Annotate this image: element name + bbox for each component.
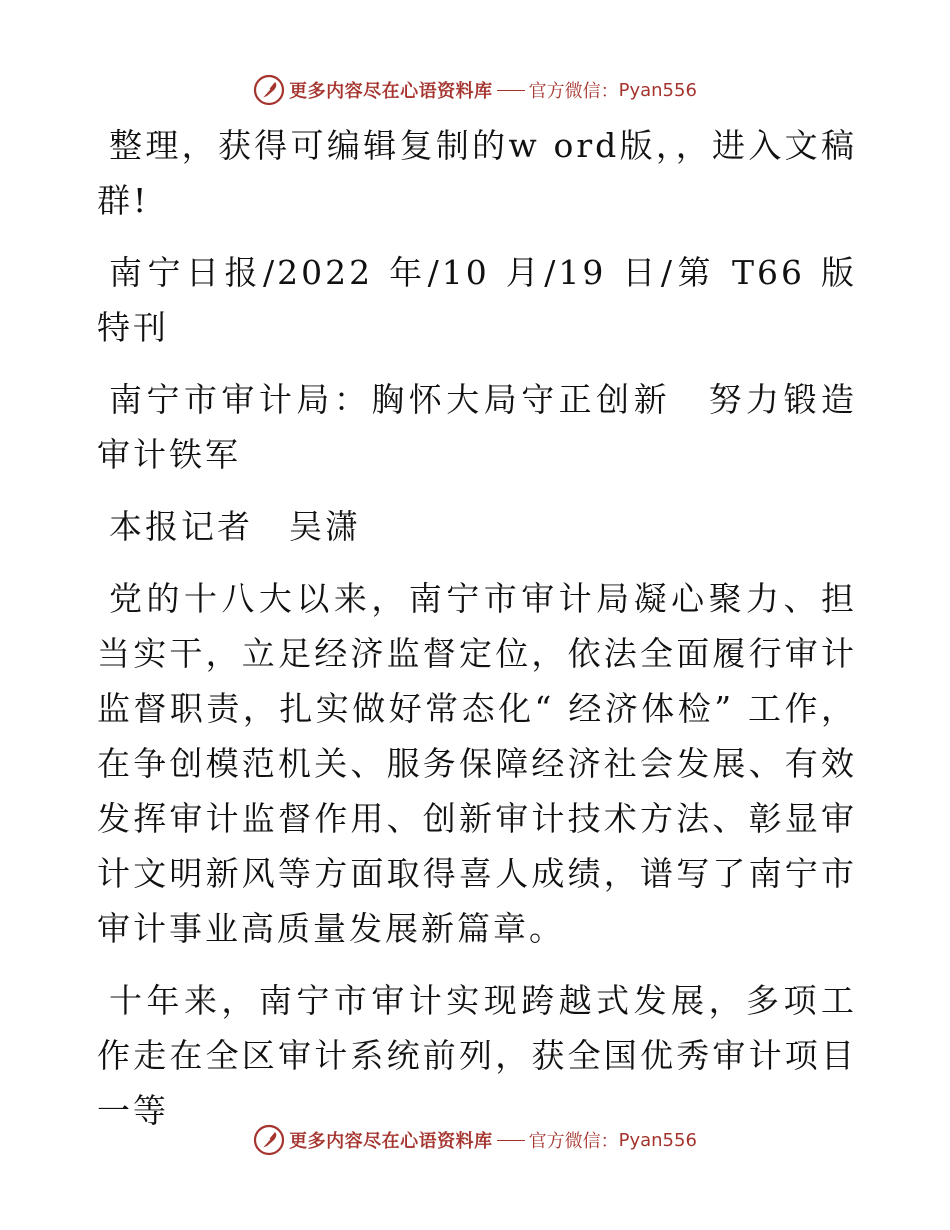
banner-main-text: 更多内容尽在心语资料库 bbox=[289, 1131, 493, 1152]
paragraph-body-1: 党的十八大以来，南宁市审计局凝心聚力、担当实干，立足经济监督定位，依法全面履行审计监督职责，扎实做好常态化“ 经济体检” 工作，在争创模范机关、服务保障经济社会发展、有效发挥审计监督作用、创新审计技术方法、彰显审计文明新风等方面取得喜人成绩，谱写了南宁市审计事业高质量发展新篇章。 bbox=[97, 579, 857, 948]
banner-wechat-label: 官方微信： bbox=[528, 81, 619, 102]
paragraph-source: 南宁日报/2022 年/10 月/19 日/第 T66 版特刊 bbox=[97, 253, 857, 347]
article-byline: 本报记者 吴潇 bbox=[109, 507, 361, 546]
paragraph-body-2: 十年来，南宁市审计实现跨越式发展，多项工作走在全区审计系统前列，获全国优秀审计项目一等 bbox=[97, 981, 857, 1130]
header-banner bbox=[0, 70, 950, 110]
banner-dash bbox=[497, 90, 525, 91]
feather-pen-logo-icon bbox=[253, 1124, 285, 1156]
article-title: 南宁市审计局：胸怀大局守正创新 努力锻造审计铁军 bbox=[97, 380, 857, 474]
feather-pen-logo-icon bbox=[253, 74, 285, 106]
banner-dash bbox=[497, 1140, 525, 1141]
banner-wechat-id: Pyan556 bbox=[618, 1129, 697, 1151]
banner-wechat-id: Pyan556 bbox=[618, 79, 697, 101]
banner-main-text: 更多内容尽在心语资料库 bbox=[289, 81, 493, 102]
document-body bbox=[97, 118, 857, 1138]
paragraph-intro: 整理，获得可编辑复制的w ord版，，进入文稿群! bbox=[97, 126, 857, 220]
banner-wechat-label: 官方微信： bbox=[528, 1131, 619, 1152]
footer-banner bbox=[0, 1120, 950, 1160]
